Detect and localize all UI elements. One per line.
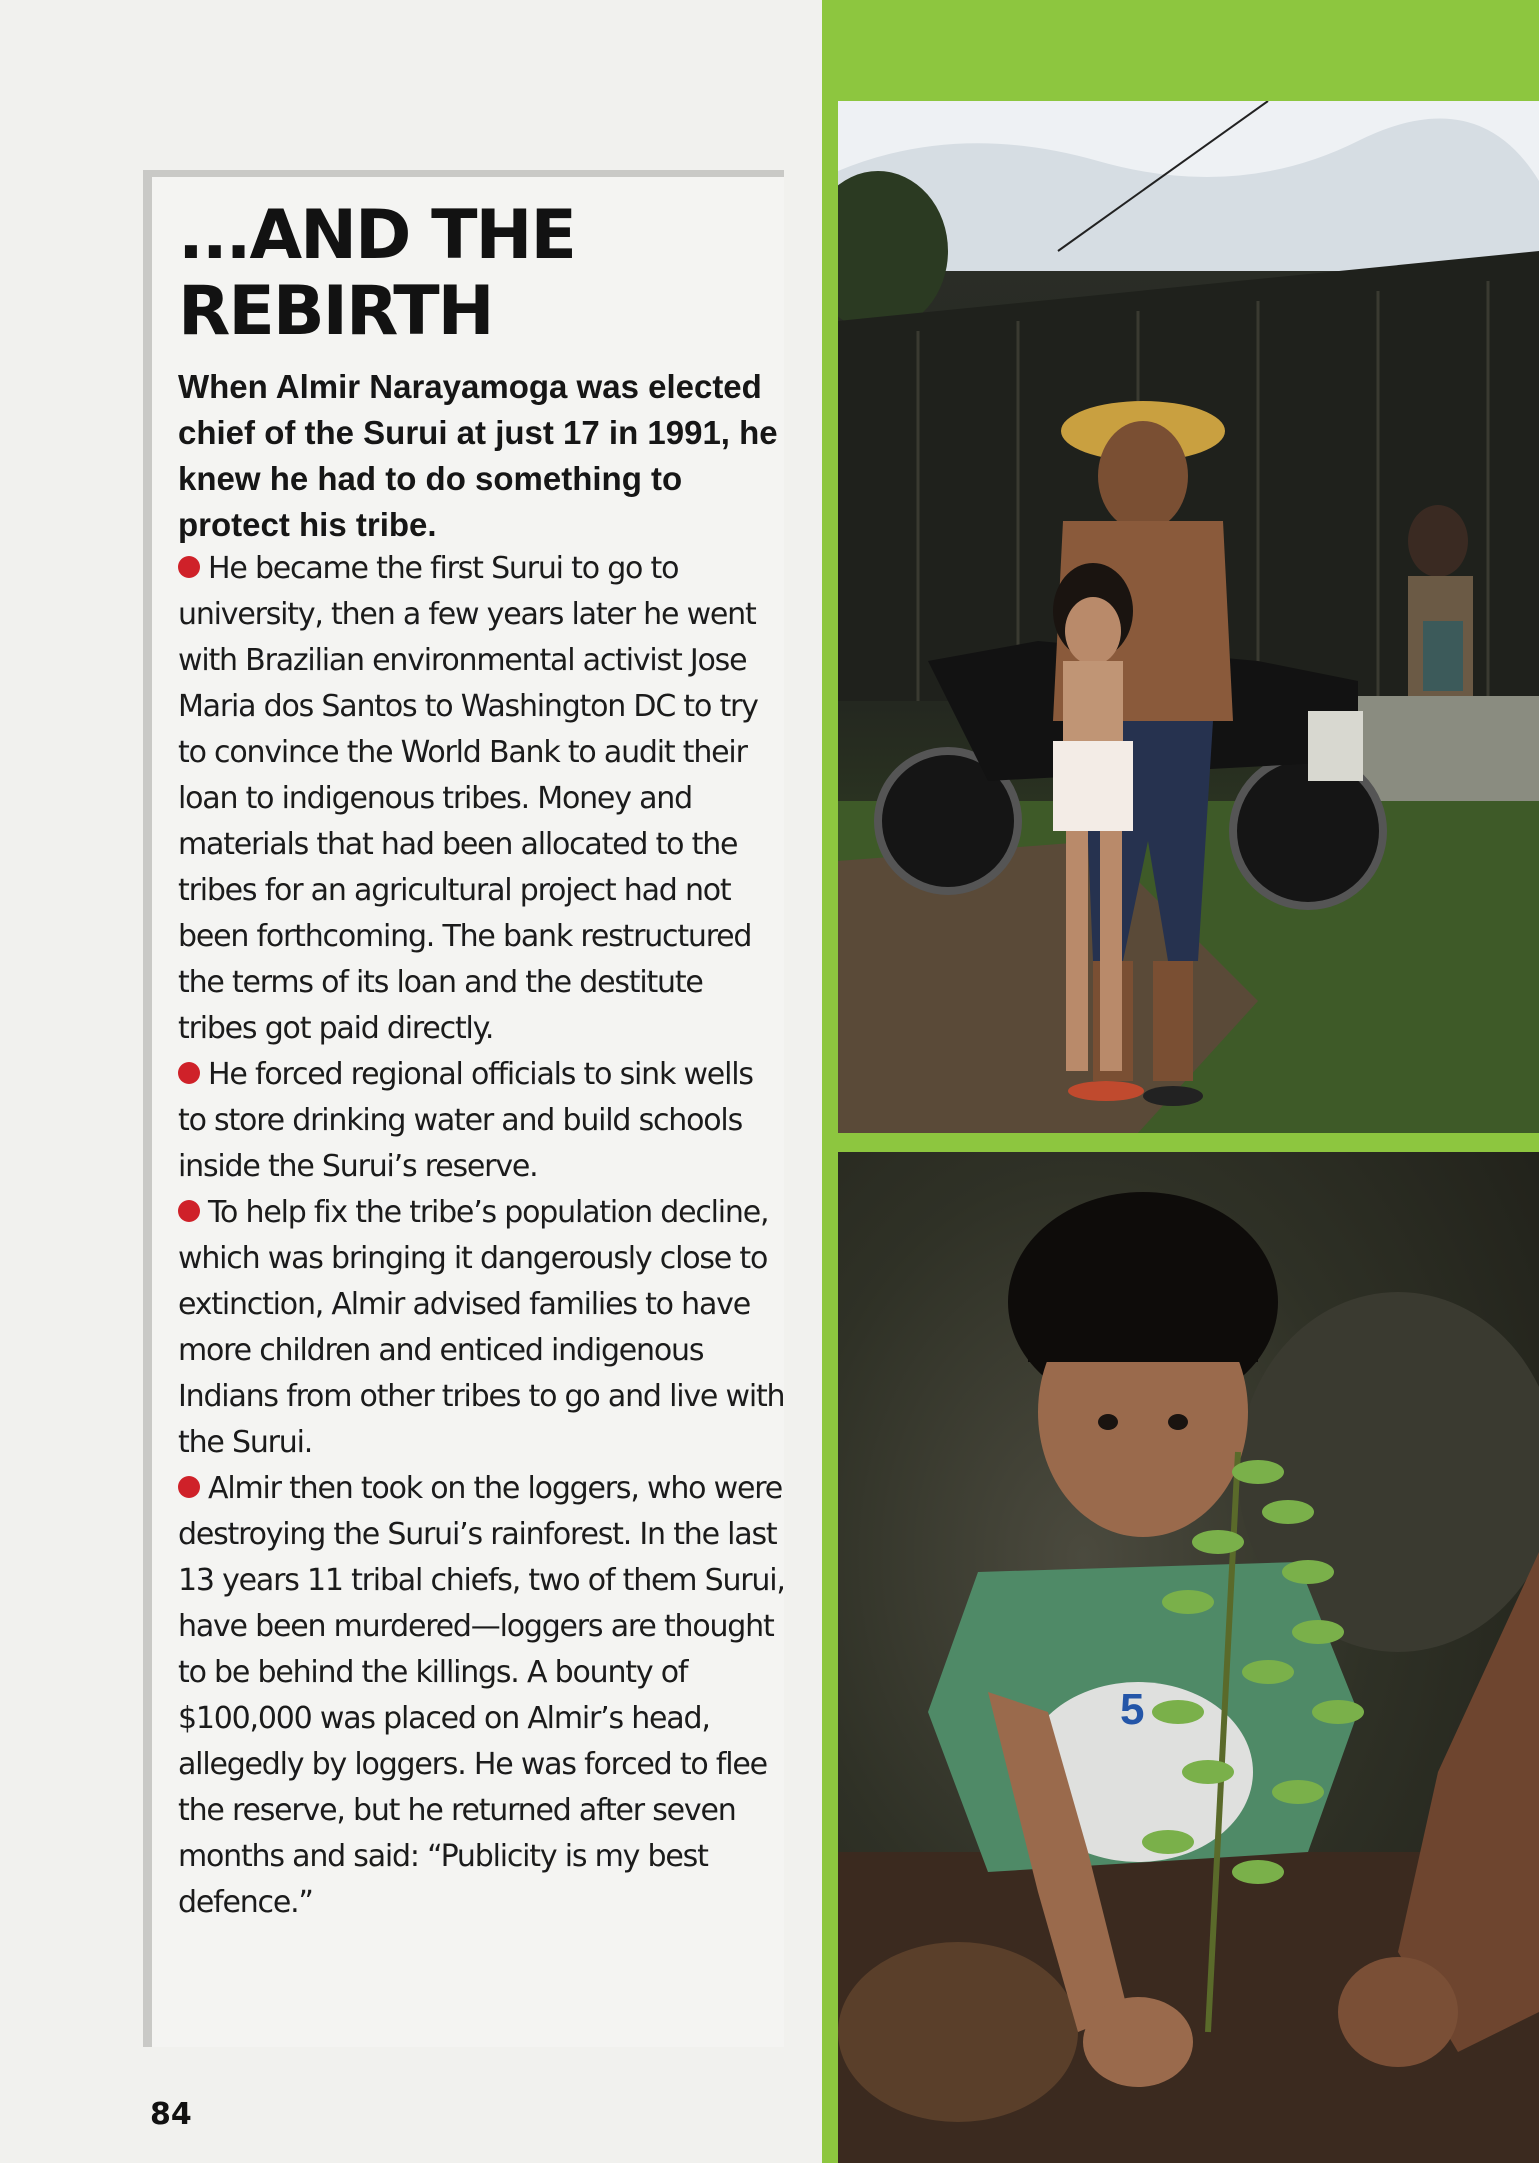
photo-chief-illustration	[838, 101, 1539, 1133]
bullet-dot-icon	[178, 1062, 200, 1084]
jersey-number: 5	[1120, 1685, 1145, 1734]
photo-boy-planting-tree	[838, 1152, 1539, 2163]
page-number: 84	[150, 2097, 192, 2132]
bullet-dot-icon	[178, 1200, 200, 1222]
photo-boy-illustration	[838, 1152, 1539, 2163]
bullet-dot-icon	[178, 556, 200, 578]
body-paragraph: He became the first Surui to go to university, then a few years later he went with Brazilian environmental activist Jose Maria dos Santos to Washington DC to try to convince the World Bank to audit their loan to indigenous tribes. Money and materials that had been allocated to the tribes for an agricultural project had not been forthcoming. The bank restructured the terms of its loan and the destitute tribes got paid directly.	[178, 551, 758, 1046]
body-paragraph: Almir then took on the loggers, who were destroying the Surui’s rainforest. In the last 13 years 11 tribal chiefs, two of them Surui, have been murdered—loggers are thought to be behind the killings. A bounty of $100,000 was placed on Almir’s head, allegedly by loggers. He was forced to flee the reserve, but he returned after seven months and said: “Publicity is my best defence.”	[178, 1471, 785, 1920]
body-paragraph: To help fix the tribe’s population decline, which was bringing it dangerously close to extinction, Almir advised families to have more children and enticed indigenous Indians from other tribes to go and live with the Surui.	[178, 1195, 785, 1460]
article-body	[178, 546, 788, 1926]
headline	[178, 198, 738, 350]
body-paragraph: He forced regional officials to sink wells to store drinking water and build schools inside the Surui’s reserve.	[178, 1057, 753, 1184]
headline-line-1: ...AND THE	[178, 196, 575, 275]
standfirst: When Almir Narayamoga was elected chief of the Surui at just 17 in 1991, he knew he had to do something to protect his tribe.	[178, 368, 778, 543]
headline-line-2: REBIRTH	[178, 272, 493, 351]
bullet-dot-icon	[178, 1476, 200, 1498]
photo-chief-with-child	[838, 101, 1539, 1133]
